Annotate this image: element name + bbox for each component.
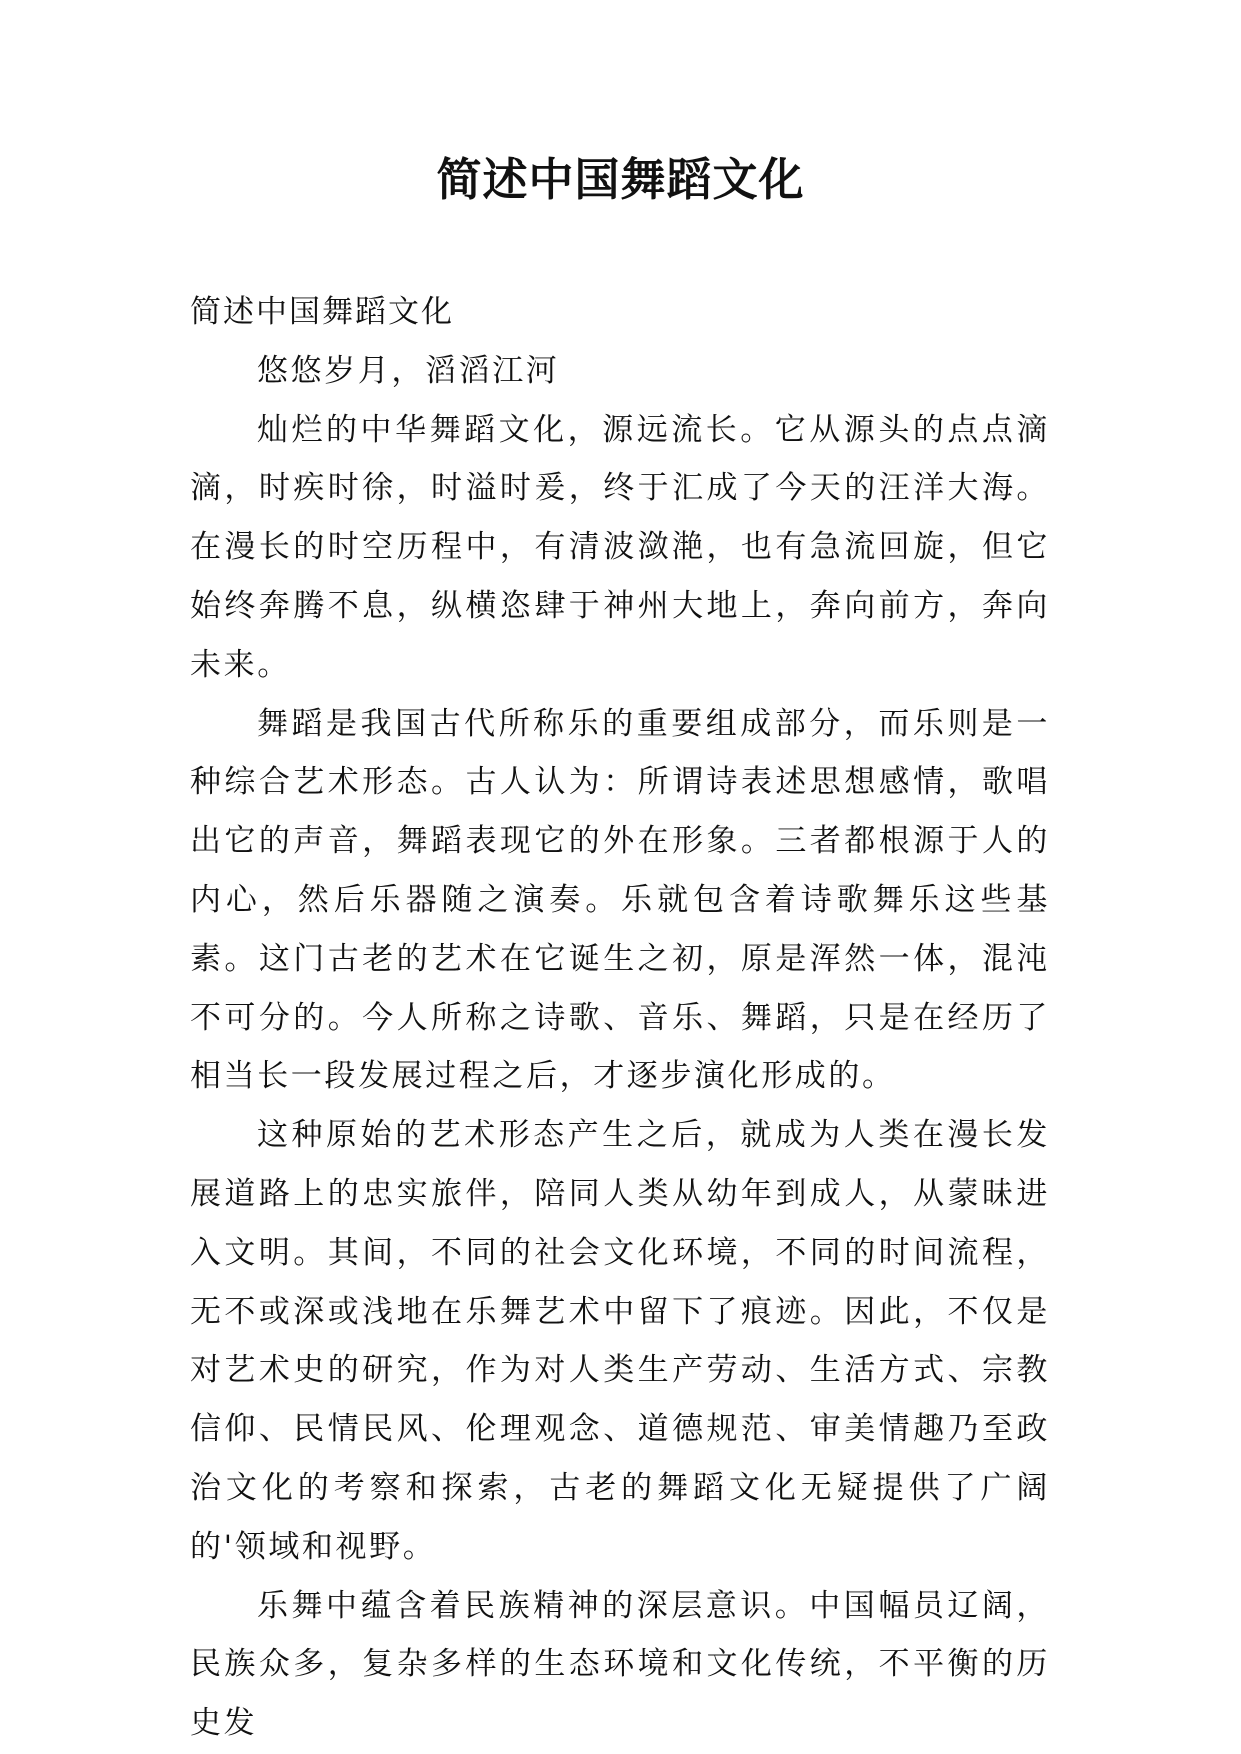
paragraph-3: 舞蹈是我国古代所称乐的重要组成部分，而乐则是一种综合艺术形态。古人认为：所谓诗表述思想感情，歌唱出它的声音，舞蹈表现它的外在形象。三者都根源于人的内心，然后乐器随之演奏。乐就包含着诗歌舞乐这些基素。这门古老的艺术在它诞生之初，原是浑然一体，混沌不可分的。今人所称之诗歌、音乐、舞蹈，只是在经历了相当长一段发展过程之后，才逐步演化形成的。	[190, 705, 1050, 1095]
subtitle-line: 简述中国舞蹈文化	[190, 294, 454, 330]
document-body	[190, 283, 1050, 1753]
paragraph-1: 悠悠岁月，滔滔江河	[257, 352, 560, 389]
paragraph-5: 乐舞中蕴含着民族精神的深层意识。中国幅员辽阔，民族众多，复杂多样的生态环境和文化传统，不平衡的历史发	[190, 1587, 1050, 1742]
document-title: 简述中国舞蹈文化	[436, 153, 805, 206]
paragraph-2: 灿烂的中华舞蹈文化，源远流长。它从源头的点点滴滴，时疾时徐，时溢时爰，终于汇成了今天的汪洋大海。在漫长的时空历程中，有清波潋滟，也有急流回旋，但它始终奔腾不息，纵横恣肆于神州大地上，奔向前方，奔向未来。	[190, 411, 1050, 683]
paragraph-4: 这种原始的艺术形态产生之后，就成为人类在漫长发展道路上的忠实旅伴，陪同人类从幼年到成人，从蒙昧进入文明。其间，不同的社会文化环境，不同的时间流程，无不或深或浅地在乐舞艺术中留下了痕迹。因此，不仅是对艺术史的研究，作为对人类生产劳动、生活方式、宗教信仰、民情民风、伦理观念、道德规范、审美情趣乃至政治文化的考察和探索，古老的舞蹈文化无疑提供了广阔的'领域和视野。	[190, 1117, 1050, 1565]
